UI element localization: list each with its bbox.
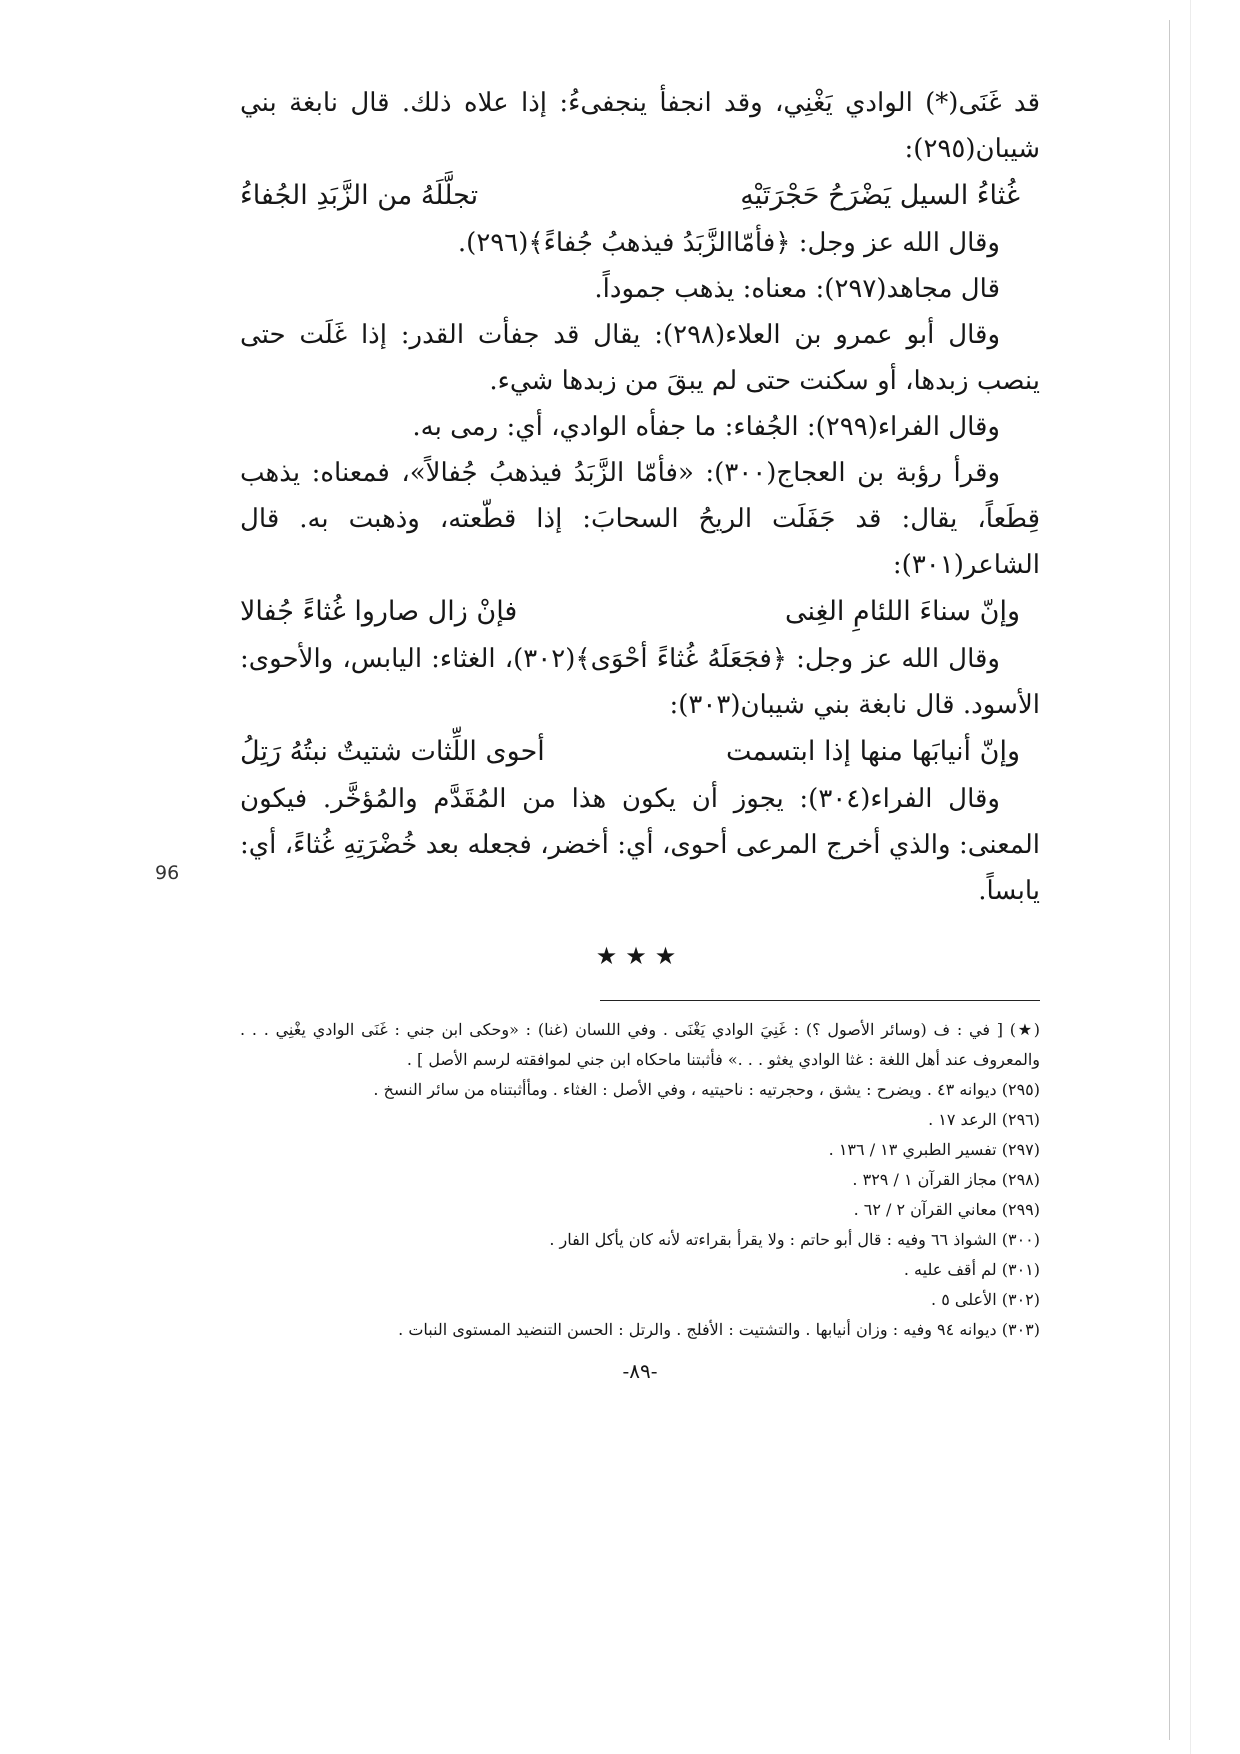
section-separator-stars: ★★★ (595, 942, 685, 970)
side-page-number: 96 (155, 862, 180, 884)
footnote: (٢٩٧) تفسير الطبري ١٣ / ١٣٦ . (828, 1140, 1040, 1159)
paragraph: وقال الفراء(٣٠٤): يجوز أن يكون هذا من المُقَدَّم والمُؤخَّر. فيكون المعنى: والذي أخرج المرعى أحوى، أي: أخضر، فجعله بعد خُضْرَتِهِ غُثاءً، أي: يابساً. (240, 784, 1040, 906)
verse-line (240, 588, 1040, 636)
verse-line (240, 172, 1040, 220)
footnote: (٣٠٢) الأعلى ٥ . (931, 1290, 1040, 1309)
footnote: (٣٠٠) الشواذ ٦٦ وفيه : قال أبو حاتم : ولا يقرأ بقراءته لأنه كان يأكل الفار . (549, 1230, 1040, 1249)
paragraph: وقال الفراء(٢٩٩): الجُفاء: ما جفأه الوادي، أي: رمى به. (412, 412, 1000, 442)
verse-first-hemistich: وإنّ سناءَ اللئامِ الغِنى (785, 596, 1020, 627)
verse-second-hemistich: أحوى اللِّثات شتيتٌ نبتُهُ رَتِلُ (240, 736, 545, 767)
paragraph: قد غَنَى(*) الوادي يَغْنِي، وقد انجفأ ينجفىءُ: إذا علاه ذلك. قال نابغة بني شيبان(٢٩٥): (240, 88, 1040, 164)
footnote: (٢٩٨) مجاز القرآن ١ / ٣٢٩ . (852, 1170, 1040, 1189)
scan-edge-line (1190, 0, 1191, 1754)
footnote: (٢٩٩) معاني القرآن ٢ / ٦٢ . (853, 1200, 1040, 1219)
footnote: (٣٠١) لم أقف عليه . (903, 1260, 1040, 1279)
footnote-divider (600, 1000, 1040, 1001)
paragraph: قال مجاهد(٢٩٧): معناه: يذهب جموداً. (594, 274, 1000, 304)
verse-first-hemistich: غُثاءُ السيل يَضْرَحُ حَجْرَتَيْهِ (740, 180, 1020, 211)
page-body (240, 80, 1040, 1383)
paragraph: وقال الله عز وجل: ﴿فجَعَلَهُ غُثاءً أحْوَى﴾(٣٠٢)، الغثاء: اليابس، والأحوى: الأسود. قال نابغة بني شيبان(٣٠٣): (240, 644, 1040, 720)
footnote: (٣٠٣) ديوانه ٩٤ وفيه : وزان أنيابها . والتشتيت : الأفلج . والرتل : الحسن التنضيد المستوى النبات . (398, 1320, 1040, 1339)
verse-second-hemistich: فإنْ زال صاروا غُثاءً جُفالا (240, 596, 518, 627)
paragraph: وقال الله عز وجل: ﴿فأمّاالزَّبَدُ فيذهبُ جُفاءً﴾(٢٩٦). (457, 228, 1000, 258)
page-number: -٨٩- (622, 1359, 658, 1383)
footnote: (٢٩٦) الرعد ١٧ . (928, 1110, 1040, 1129)
scan-margin-line (1169, 20, 1170, 1740)
paragraph: وقال أبو عمرو بن العلاء(٢٩٨): يقال قد جفأت القدر: إذا غَلَت حتى ينصب زبدها، أو سكنت حتى لم يبقَ من زبدها شيء. (240, 320, 1040, 396)
verse-line (240, 728, 1040, 776)
verse-second-hemistich: تجلَّلَهُ من الزَّبَدِ الجُفاءُ (240, 180, 479, 211)
paragraph: وقرأ رؤبة بن العجاج(٣٠٠): «فأمّا الزَّبَدُ فيذهبُ جُفالاً»، فمعناه: يذهب قِطَعاً، يقال: قد جَفَلَت الريحُ السحابَ: إذا قطّعته، وذهبت به. قال الشاعر(٣٠١): (240, 458, 1040, 580)
footnote: (★) [ في : ف (وسائر الأصول ؟) : غَنِيَ الوادي يَغْنَى . وفي اللسان (غنا) : «وحكى ابن جني : غَنَى الوادي يغْنِي . . . والمعروف عند أهل اللغة : غثا الوادي يغثو . . .» فأثبتنا ماحكاه ابن جني لموافقته لرسم الأصل ] . (240, 1020, 1040, 1069)
footnote: (٢٩٥) ديوانه ٤٣ . ويضرح : يشق ، وحجرتيه : ناحيتيه ، وفي الأصل : الغثاء . ومأأثبتناه من سائر النسخ . (373, 1080, 1040, 1099)
verse-first-hemistich: وإنّ أنيابَها منها إذا ابتسمت (726, 736, 1020, 767)
footnotes (240, 1015, 1040, 1345)
